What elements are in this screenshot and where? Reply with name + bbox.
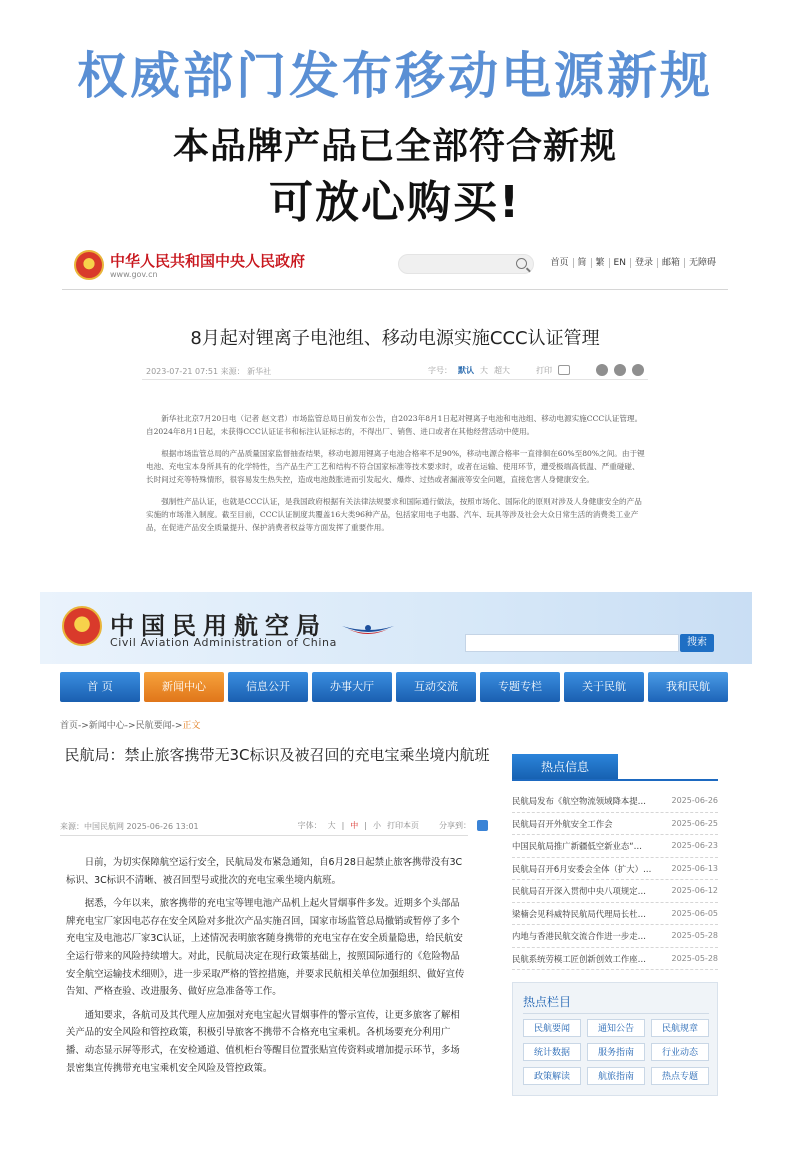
gov-nav-home[interactable]: 首页 xyxy=(550,258,569,268)
column-button[interactable]: 民航规章 xyxy=(651,1019,709,1037)
caac-article-meta: 来源：中国民航网 2025-06-26 13:01 字体： 大 | 中 | 小 打印本页 分享到： xyxy=(60,816,468,836)
caac-wings-logo-icon xyxy=(340,620,396,638)
wechat-share-icon[interactable] xyxy=(614,364,626,376)
column-button[interactable]: 行业动态 xyxy=(651,1043,709,1061)
promo-subtitle-2: 可放心购买! xyxy=(268,177,522,228)
column-button[interactable]: 航旅指南 xyxy=(587,1067,645,1085)
column-button[interactable]: 服务指南 xyxy=(587,1043,645,1061)
caac-article-title: 民航局：禁止旅客携带无3C标识及被召回的充电宝乘坐境内航班 xyxy=(64,746,490,764)
caac-main-nav xyxy=(60,672,728,702)
gov-paragraph: 新华社北京7月20日电（记者 赵文君）市场监管总局日前发布公告，自2023年8月1日起对锂离子电池和电池组、移动电源实施CCC认证管理。自2024年8月1日起，未获得CCC认证证书和标注认证标志的，不得出厂、销售、进口或者在其他经营活动中使用。 xyxy=(146,414,643,436)
font-small-button[interactable]: 小 xyxy=(373,821,381,830)
share-plus-icon[interactable] xyxy=(477,820,488,831)
gov-paragraph: 强制性产品认证，也就是CCC认证，是我国政府根据有关法律法规要求和国际通行做法，按照市场化、国际化的原则对涉及人身健康安全的产品实施的市场准入制度。截至目前，CCC认证制度共覆盖16大类96种产品，包括家用电子电器、汽车、玩具等涉及社会大众日常生活的消费类工业产品，在促进产品安全质量提升、保护消费者权益等方面发挥了重要作用。 xyxy=(146,497,642,532)
list-item[interactable]: 梁楠会见科威特民航局代理局长杜… 2025-06-05 xyxy=(512,903,718,926)
hot-columns-panel xyxy=(512,982,718,1096)
font-mid-button[interactable]: 中 xyxy=(350,821,359,830)
gov-header xyxy=(62,238,728,290)
caac-meta-source-date: 来源：中国民航网 2025-06-26 13:01 xyxy=(60,822,199,831)
breadcrumb-current: 正文 xyxy=(182,721,201,731)
gov-paragraph: 根据市场监管总局的产品质量国家监督抽查结果，移动电源用锂离子电池合格率不足90%，移动电源合格率一直徘徊在60%至80%之间。由于锂电池、充电宝本身所具有的化学特性，当产品生产工艺和结构不符合国家标准等技术要求时，或者在运输、使用环节，遭受极端高低温、严重碰碰、长时间过充等特殊情形，很容易发生热失控，造成电池鼓胀进而引发起火、爆炸、过热或者漏液等安全问题，直接危害人身健康安全。 xyxy=(146,449,645,484)
share-label: 分享到： xyxy=(439,821,471,830)
column-button[interactable]: 通知公告 xyxy=(587,1019,645,1037)
gov-article-body xyxy=(146,412,646,543)
caac-name-cn[interactable]: 中国民用航空局 xyxy=(110,612,327,640)
tab-interaction[interactable]: 互动交流 xyxy=(396,672,476,702)
promo-subtitle: 本品牌产品已全部符合新规 xyxy=(172,126,617,167)
print-button[interactable]: 打印 xyxy=(536,365,552,375)
gov-meta-date-source: 2023-07-21 07:51 来源： 新华社 xyxy=(146,367,272,376)
hot-info-title: 热点信息 xyxy=(512,754,618,780)
column-button[interactable]: 民航要闻 xyxy=(523,1019,581,1037)
gov-nav-traditional[interactable]: 繁 xyxy=(591,258,609,268)
search-icon[interactable] xyxy=(516,258,527,269)
gov-article-meta xyxy=(142,362,648,380)
list-item[interactable]: 民航局召开深入贯彻中央八项规定… 2025-06-12 xyxy=(512,880,718,903)
gov-top-nav xyxy=(546,258,720,268)
list-item[interactable]: 民航系统劳模工匠创新创效工作座… 2025-05-28 xyxy=(512,948,718,971)
gov-nav-accessibility[interactable]: 无障碍 xyxy=(684,258,720,268)
tab-info-public[interactable]: 信息公开 xyxy=(228,672,308,702)
font-huge-button[interactable]: 超大 xyxy=(494,365,510,375)
font-default-button[interactable]: 默认 xyxy=(458,365,474,375)
national-emblem-icon xyxy=(74,250,104,280)
gov-nav-login[interactable]: 登录 xyxy=(630,258,657,268)
list-item[interactable]: 中国民航局推广新疆低空新业态“… 2025-06-23 xyxy=(512,835,718,858)
qzone-share-icon[interactable] xyxy=(632,364,644,376)
promo-title: 权威部门发布移动电源新规 xyxy=(77,47,713,105)
column-button[interactable]: 统计数据 xyxy=(523,1043,581,1061)
list-item[interactable]: 民航局召开6月安委会全体（扩大）… 2025-06-13 xyxy=(512,858,718,881)
tab-service-hall[interactable]: 办事大厅 xyxy=(312,672,392,702)
tab-home[interactable]: 首 页 xyxy=(60,672,140,702)
tab-news-center[interactable]: 新闻中心 xyxy=(144,672,224,702)
promo-banner xyxy=(0,0,790,232)
gov-site-name[interactable]: 中华人民共和国中央人民政府 xyxy=(110,252,306,270)
list-item[interactable]: 民航局召开外航安全工作会 2025-06-25 xyxy=(512,813,718,836)
caac-paragraph: 据悉，今年以来，旅客携带的充电宝等锂电池产品机上起火冒烟事件多发。近期多个头部品牌充电宝厂家因电芯存在安全风险对多批次产品实施召回，国家市场监管总局撤销或暂停了多个充电宝及电池芯厂家3C认证，上述情况表明旅客随身携带的充电宝存在安全质量隐患，给民航安全运行带来的风险持续增大。对此，民航局决定在现行政策基础上，按照国际通行的《危险物品安全航空运输技术细则》，进一步采取严格的管控措施，并要求民航相关单位加强组织、做好宣传告知、严格查验、改进服务、做好应急准备等工作。 xyxy=(66,898,465,998)
list-item[interactable]: 民航局发布《航空物流领域降本提… 2025-06-26 xyxy=(512,790,718,813)
national-emblem-icon xyxy=(62,606,102,646)
font-label: 字体： xyxy=(297,821,322,830)
caac-name-en: Civil Aviation Administration of China xyxy=(110,636,337,649)
breadcrumb xyxy=(60,718,200,731)
print-icon[interactable] xyxy=(558,365,570,375)
caac-header xyxy=(40,592,752,664)
column-button[interactable]: 热点专题 xyxy=(651,1067,709,1085)
gov-search-input[interactable] xyxy=(398,254,534,274)
font-big-button[interactable]: 大 xyxy=(480,365,488,375)
hot-columns-grid xyxy=(523,1019,709,1085)
gov-nav-simplified[interactable]: 简 xyxy=(573,258,591,268)
caac-search-button[interactable]: 搜索 xyxy=(680,634,714,652)
hot-info-list xyxy=(512,790,718,970)
caac-screenshot xyxy=(40,592,752,1164)
tab-special-topics[interactable]: 专题专栏 xyxy=(480,672,560,702)
font-size-label: 字号： xyxy=(428,365,452,375)
print-page-button[interactable]: 打印本页 xyxy=(387,821,419,830)
font-big-button[interactable]: 大 xyxy=(327,821,336,830)
caac-paragraph: 通知要求，各航司及其代理人应加强对充电宝起火冒烟事件的警示宣传，让更多旅客了解相关产品的安全风险和管控政策，积极引导旅客不携带不合格充电宝乘机。各机场要充分利用广播、动态显示屏等形式，在安检通道、值机柜台等醒目位置张贴宣传资料或增加提示环节，多场景密集宣传携带充电宝乘机安全风险及管控政策。 xyxy=(66,1009,460,1074)
hot-info-panel xyxy=(512,754,718,964)
list-item[interactable]: 内地与香港民航交流合作进一步走… 2025-05-28 xyxy=(512,925,718,948)
column-button[interactable]: 政策解读 xyxy=(523,1067,581,1085)
weibo-share-icon[interactable] xyxy=(596,364,608,376)
caac-paragraph: 日前，为切实保障航空运行安全，民航局发布紧急通知，自6月28日起禁止旅客携带没有3C标识、3C标识不清晰、被召回型号或批次的充电宝乘坐境内航班。 xyxy=(66,857,463,886)
gov-screenshot xyxy=(62,238,728,578)
gov-site-url: www.gov.cn xyxy=(110,270,158,279)
caac-article-body xyxy=(66,854,466,1083)
gov-nav-english[interactable]: EN xyxy=(609,258,630,268)
caac-search-input[interactable] xyxy=(465,634,679,652)
gov-nav-mail[interactable]: 邮箱 xyxy=(657,258,684,268)
breadcrumb-path[interactable]: 首页->新闻中心->民航要闻-> xyxy=(60,721,183,731)
tab-me-and-caac[interactable]: 我和民航 xyxy=(648,672,728,702)
hot-columns-title: 热点栏目 xyxy=(523,995,572,1009)
tab-about[interactable]: 关于民航 xyxy=(564,672,644,702)
gov-article-title: 8月起对锂离子电池组、移动电源实施CCC认证管理 xyxy=(190,328,600,349)
